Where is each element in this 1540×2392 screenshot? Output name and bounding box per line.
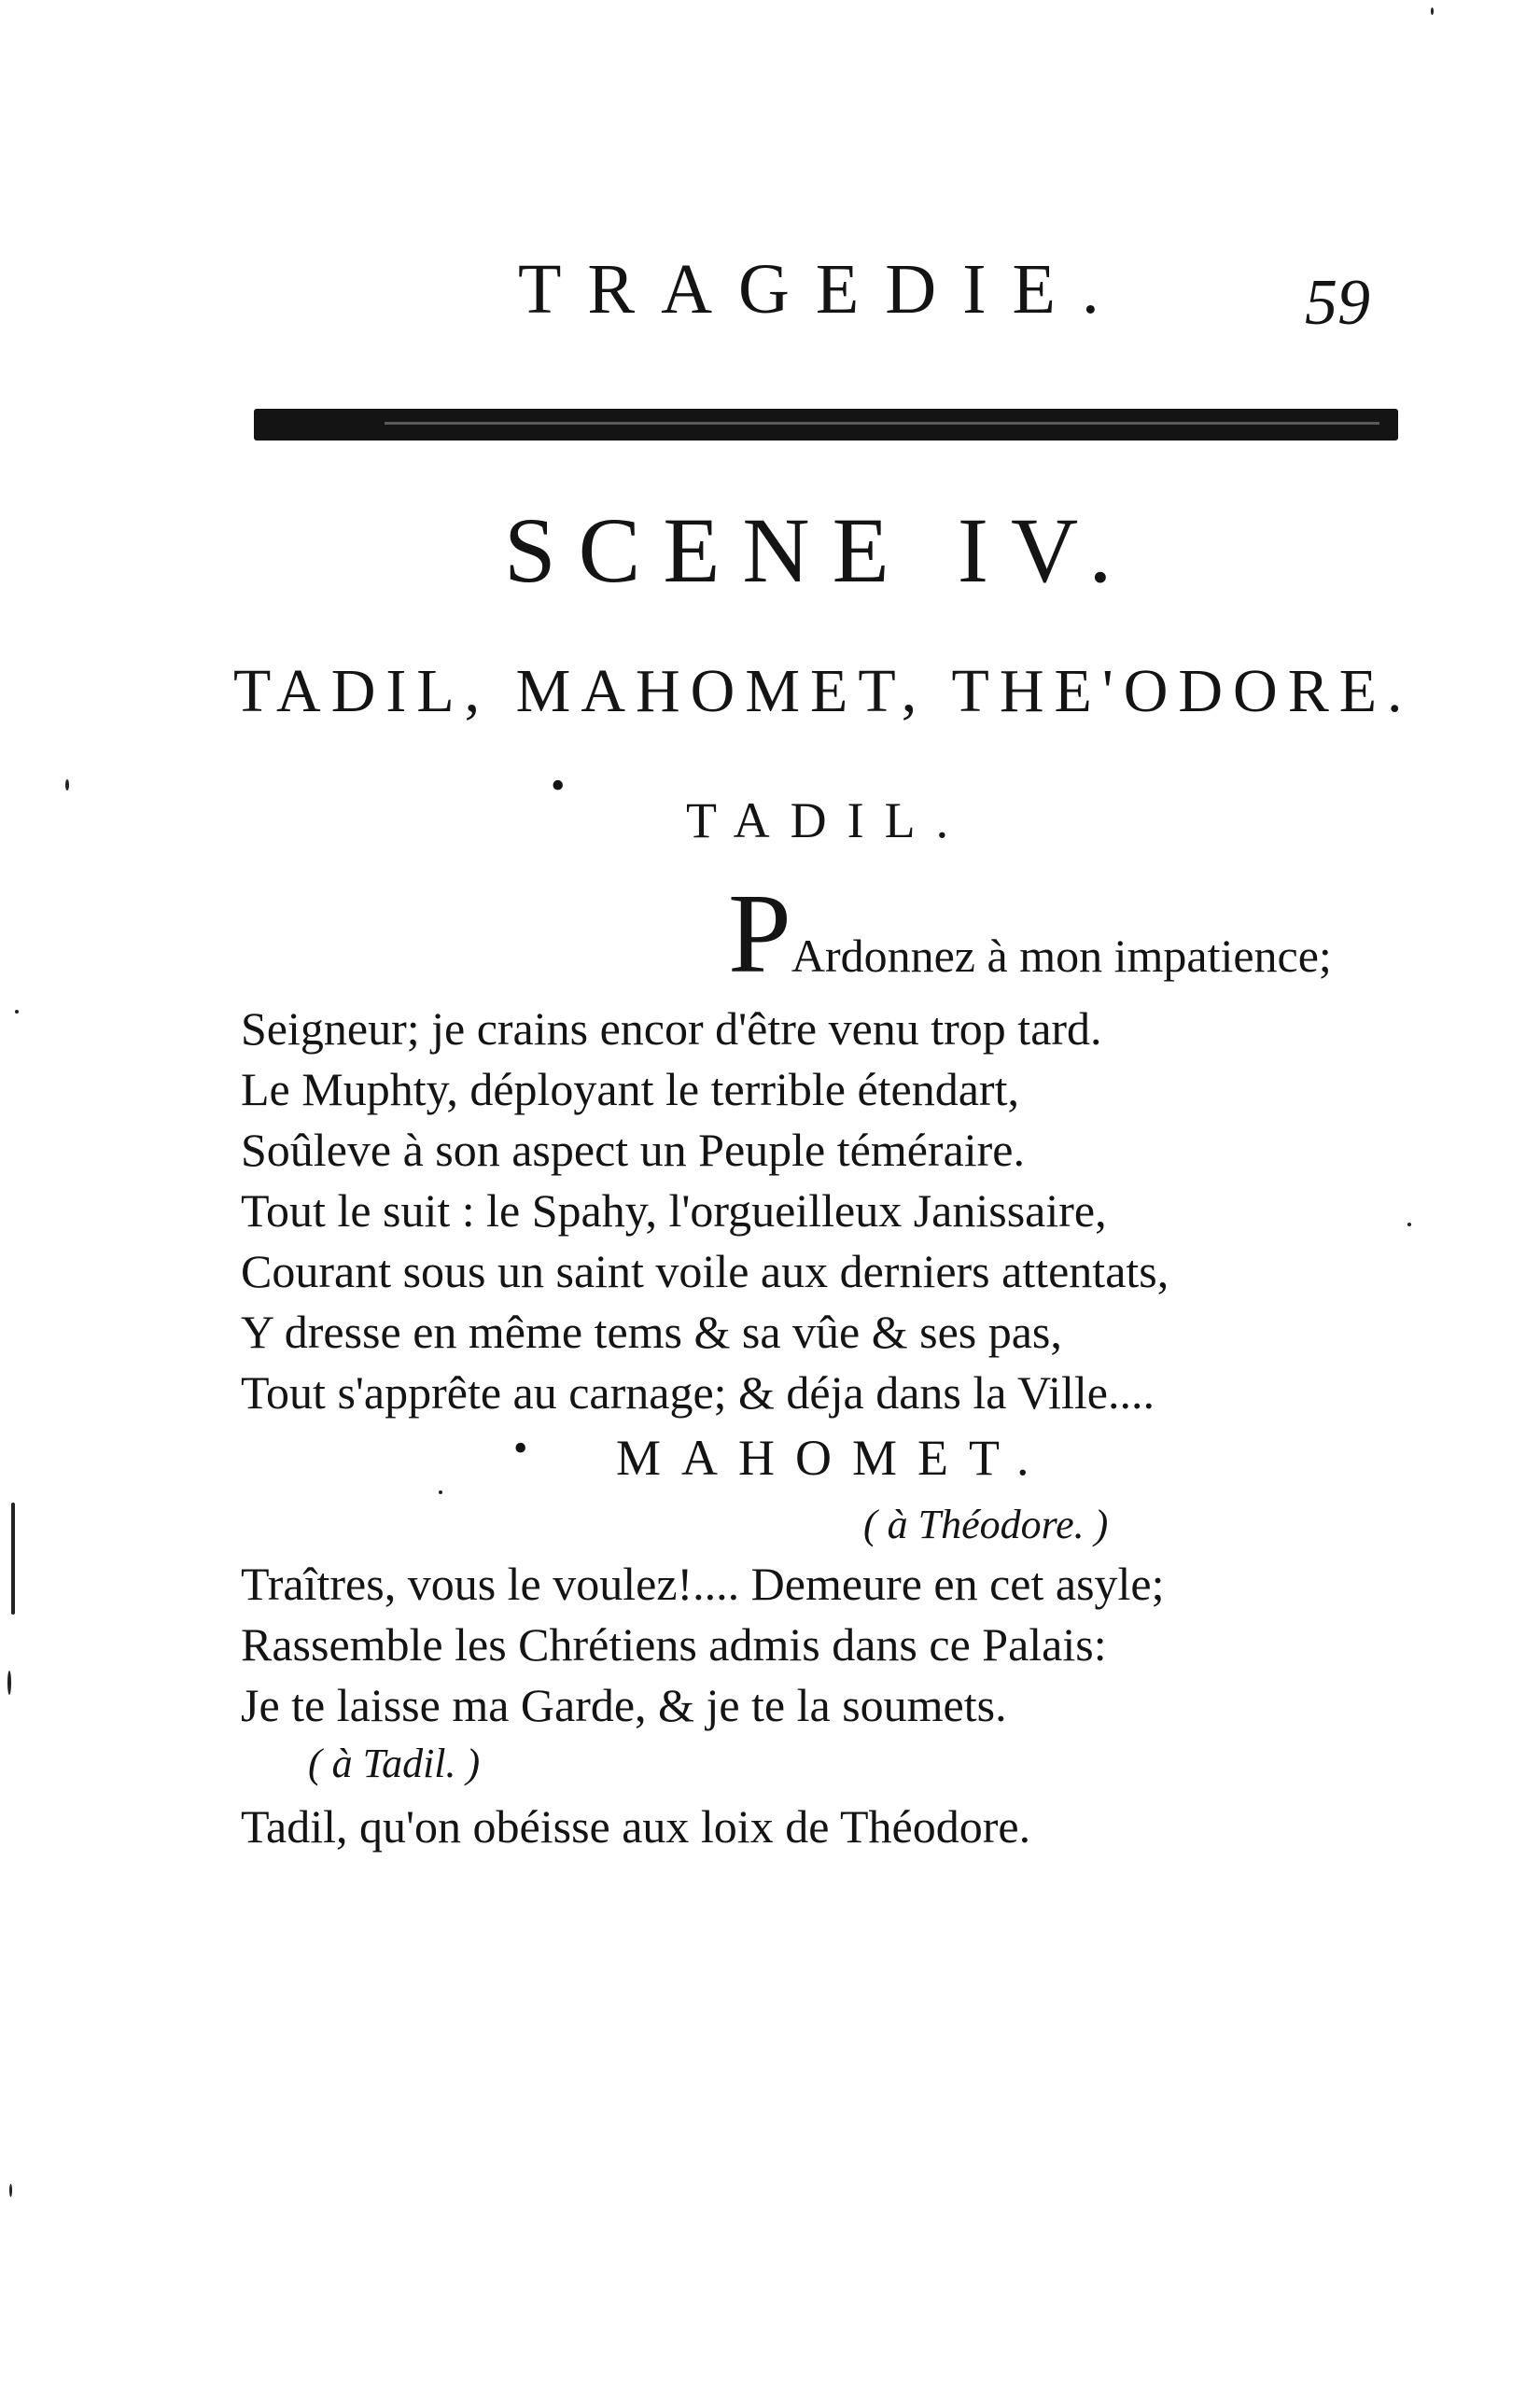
verse-line: Soûleve à son aspect un Peuple téméraire. (241, 1124, 1025, 1176)
speaker-mahomet: MAHOMET. (616, 1430, 1050, 1486)
margin-mark (11, 1503, 15, 1615)
character-list: TADIL, MAHOMET, THE'ODORE. (233, 657, 1413, 725)
stage-direction: ( à Tadil. ) (308, 1741, 481, 1786)
margin-mark (7, 1671, 11, 1695)
verse-line: Rassemble les Chrétiens admis dans ce Palais: (241, 1618, 1107, 1671)
printer-mark: • (513, 1425, 528, 1471)
first-verse-line (728, 871, 1332, 997)
verse-line: Tout s'apprête au carnage; & déja dans la Ville.... (241, 1366, 1155, 1419)
page-number: 59 (1305, 267, 1370, 339)
verse-line: Tadil, qu'on obéisse aux loix de Théodore. (241, 1800, 1031, 1853)
margin-mark (1431, 7, 1434, 15)
verse-line: Courant sous un saint voile aux derniers attentats, (241, 1245, 1169, 1297)
verse-line: Tout le suit : le Spahy, l'orgueilleux Janissaire, (241, 1184, 1107, 1237)
verse-line: Seigneur; je crains encor d'être venu trop tard. (241, 1002, 1102, 1055)
margin-mark (439, 1490, 442, 1494)
verse-line: Traîtres, vous le voulez!.... Demeure en cet asyle; (241, 1558, 1165, 1610)
speaker-tadil: TADIL. (686, 792, 970, 848)
margin-mark (65, 779, 69, 790)
printer-mark: • (551, 762, 566, 808)
first-verse-rest: Ardonnez à mon impatience; (791, 930, 1332, 982)
scene-title: SCENE IV. (504, 498, 1135, 602)
drop-cap: P (728, 871, 791, 997)
stage-direction: ( à Théodore. ) (863, 1502, 1109, 1547)
running-head: TRAGEDIE. (518, 250, 1126, 329)
margin-mark (15, 1010, 19, 1014)
verse-line: Je te laisse ma Garde, & je te la soumets. (241, 1679, 1007, 1731)
ornamental-rule (254, 409, 1398, 441)
margin-mark (1407, 1223, 1411, 1226)
verse-line: Y dresse en même tems & sa vûe & ses pas, (241, 1306, 1062, 1358)
verse-line: Le Muphty, déployant le terrible étendart, (241, 1063, 1019, 1115)
margin-mark (9, 2184, 12, 2197)
